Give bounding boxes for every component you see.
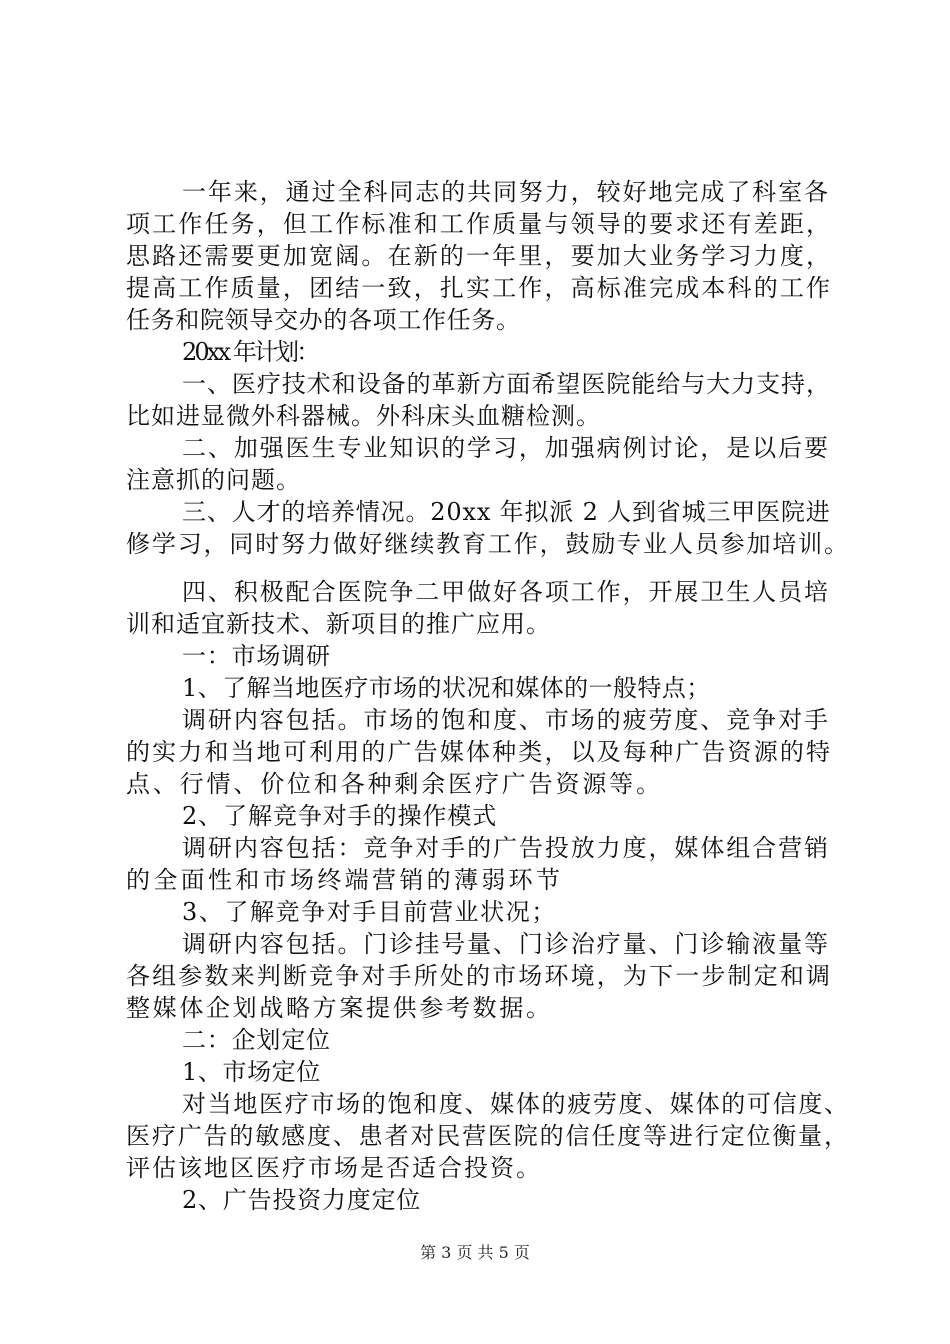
body-line: 思路还需要更加宽阔。在新的一年里，要加大业务学习力度， <box>126 242 833 270</box>
body-line: 项工作任务，但工作标准和工作质量与领导的要求还有差距， <box>126 210 833 238</box>
body-line: 二：企划定位 <box>182 1026 331 1054</box>
body-line: 的实力和当地可利用的广告媒体种类，以及每种广告资源的特 <box>126 738 833 766</box>
body-line: 评估该地区医疗市场是否适合投资。 <box>126 1154 542 1182</box>
body-line: 的全面性和市场终端营销的薄弱环节 <box>126 866 564 894</box>
body-line: 三、人才的培养情况。20xx 年拟派 2 人到省城三甲医院进 <box>182 498 831 526</box>
body-line: 提高工作质量，团结一致，扎实工作，高标准完成本科的工作 <box>126 274 833 302</box>
body-line: 比如进显微外科器械。外科床头血糖检测。 <box>126 402 601 430</box>
body-line: 四、积极配合医院争二甲做好各项工作，开展卫生人员培 <box>182 578 830 606</box>
body-line: 对当地医疗市场的饱和度、媒体的疲劳度、媒体的可信度、 <box>182 1090 850 1118</box>
body-line: 一：市场调研 <box>182 642 331 670</box>
body-line: 任务和院领导交办的各项工作任务。 <box>126 306 521 334</box>
body-line: 2、广告投资力度定位 <box>182 1186 422 1214</box>
body-line: 调研内容包括。市场的饱和度、市场的疲劳度、竞争对手 <box>182 706 830 734</box>
body-line: 2、了解竞争对手的操作模式 <box>182 802 498 830</box>
body-line: 点、行情、价位和各种剩余医疗广告资源等。 <box>126 770 663 798</box>
body-line: 3、了解竞争对手目前营业状况； <box>182 898 557 926</box>
body-line: 调研内容包括。门诊挂号量、门诊治疗量、门诊输液量等 <box>182 930 830 958</box>
page-number-footer: 第 3 页 共 5 页 <box>420 1243 530 1262</box>
body-line: 一年来，通过全科同志的共同努力，较好地完成了科室各 <box>182 178 830 206</box>
body-line: 调研内容包括：竞争对手的广告投放力度，媒体组合营销 <box>182 834 830 862</box>
body-line: 各组参数来判断竞争对手所处的市场环境，为下一步制定和调 <box>126 962 833 990</box>
body-line: 医疗广告的敏感度、患者对民营医院的信任度等进行定位衡量， <box>126 1122 850 1150</box>
body-line: 整媒体企划战略方案提供参考数据。 <box>126 994 553 1022</box>
body-line: 20xx 年计划： <box>182 338 318 366</box>
body-line: 1、市场定位 <box>182 1058 321 1086</box>
body-line: 1、了解当地医疗市场的状况和媒体的一般特点； <box>182 674 711 702</box>
body-line: 修学习，同时努力做好继续教育工作，鼓励专业人员参加培训。 <box>126 530 850 558</box>
body-line: 注意抓的问题。 <box>126 466 301 494</box>
body-line: 一、医疗技术和设备的革新方面希望医院能给与大力支持， <box>182 370 831 398</box>
body-line: 训和适宜新技术、新项目的推广应用。 <box>126 610 551 638</box>
body-line: 二、加强医生专业知识的学习，加强病例讨论，是以后要 <box>182 434 830 462</box>
